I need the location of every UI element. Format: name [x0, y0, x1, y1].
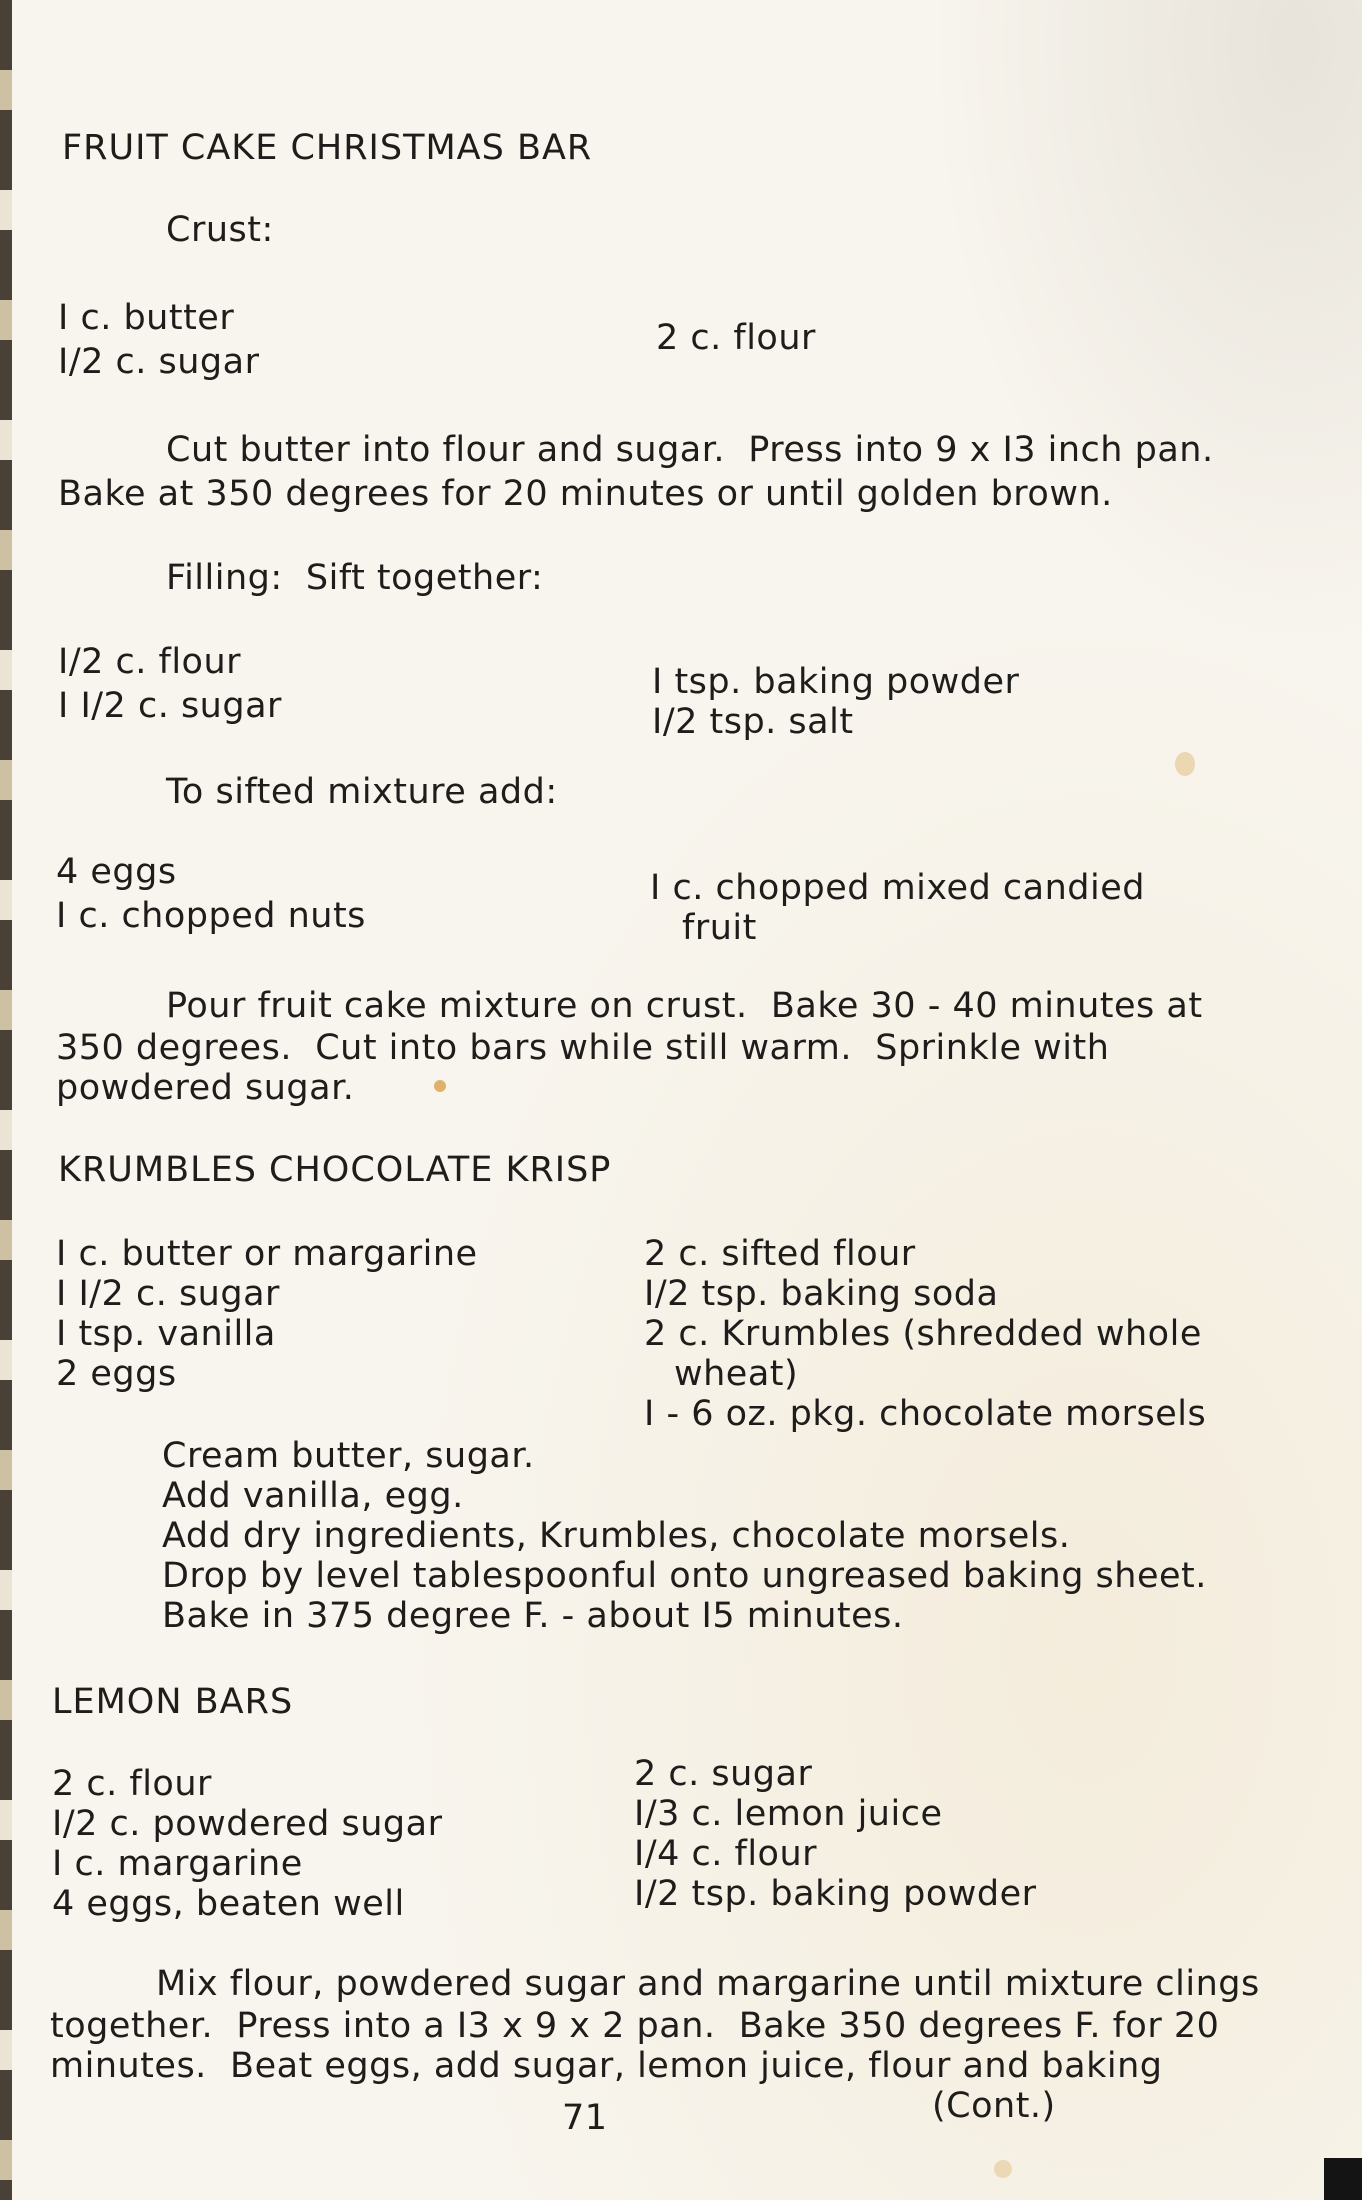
directions-line: Cream butter, sugar. [162, 1436, 535, 1476]
ingredient-item: I/2 tsp. salt [652, 702, 854, 742]
ingredient-item: I I/2 c. sugar [58, 686, 282, 726]
ingredient-item: 2 c. flour [52, 1764, 212, 1804]
ingredient-item: I c. margarine [52, 1844, 303, 1884]
ingredient-item: 4 eggs, beaten well [52, 1884, 405, 1924]
directions-line: 350 degrees. Cut into bars while still warm. Sprinkle with [56, 1028, 1110, 1068]
directions-line: Bake in 375 degree F. - about I5 minutes. [162, 1596, 904, 1636]
crust-label: Crust: [166, 210, 274, 250]
ingredient-item: 2 c. sugar [634, 1754, 813, 1794]
directions-line: Add dry ingredients, Krumbles, chocolate morsels. [162, 1516, 1071, 1556]
ingredient-item: I tsp. baking powder [652, 662, 1020, 702]
directions-line: Add vanilla, egg. [162, 1476, 464, 1516]
directions-line: together. Press into a I3 x 9 x 2 pan. Bake 350 degrees F. for 20 [50, 2006, 1220, 2046]
ingredient-item: I/3 c. lemon juice [634, 1794, 943, 1834]
directions-line: Pour fruit cake mixture on crust. Bake 30 - 40 minutes at [166, 986, 1203, 1026]
ingredient-item: I I/2 c. sugar [56, 1274, 280, 1314]
ingredient-item: 2 c. Krumbles (shredded whole [644, 1314, 1202, 1354]
directions-line: minutes. Beat eggs, add sugar, lemon juice, flour and baking [50, 2046, 1163, 2086]
ingredient-item: I/2 tsp. baking soda [644, 1274, 999, 1314]
ingredient-item: fruit [682, 908, 757, 948]
ingredient-item: I - 6 oz. pkg. chocolate morsels [644, 1394, 1207, 1434]
book-binding-edge [0, 0, 12, 2200]
recipe-title-krumbles: KRUMBLES CHOCOLATE KRISP [58, 1150, 612, 1190]
ingredient-item: I/4 c. flour [634, 1834, 818, 1874]
ingredient-item: I c. chopped nuts [56, 896, 366, 936]
stain-spot [1175, 752, 1195, 776]
ingredient-item: 2 c. flour [656, 318, 816, 358]
recipe-title-lemon-bars: LEMON BARS [52, 1682, 294, 1722]
ingredient-item: I/2 c. flour [58, 642, 242, 682]
continued-label: (Cont.) [932, 2086, 1056, 2126]
directions-line: powdered sugar. [56, 1068, 355, 1108]
ingredient-item: 2 c. sifted flour [644, 1234, 916, 1274]
directions-line: Cut butter into flour and sugar. Press into 9 x I3 inch pan. [166, 430, 1214, 470]
ingredient-item: I c. chopped mixed candied [650, 868, 1145, 908]
ingredient-item: I c. butter or margarine [56, 1234, 478, 1274]
recipe-title-fruit-cake: FRUIT CAKE CHRISTMAS BAR [62, 128, 593, 168]
stain-spot [994, 2160, 1012, 2178]
ingredient-item: I c. butter [58, 298, 235, 338]
page-number: 71 [562, 2098, 608, 2138]
filling-label: Filling: Sift together: [166, 558, 544, 598]
ingredient-item: wheat) [674, 1354, 799, 1394]
ingredient-item: 4 eggs [56, 852, 177, 892]
stain-spot [434, 1080, 446, 1092]
directions-line: Mix flour, powdered sugar and margarine until mixture clings [156, 1964, 1260, 2004]
directions-line: Bake at 350 degrees for 20 minutes or until golden brown. [58, 474, 1113, 514]
corner-shadow [1324, 2158, 1362, 2200]
ingredient-item: 2 eggs [56, 1354, 177, 1394]
ingredient-item: I/2 c. powdered sugar [52, 1804, 443, 1844]
ingredient-item: I tsp. vanilla [56, 1314, 276, 1354]
ingredient-item: I/2 tsp. baking powder [634, 1874, 1037, 1914]
add-label: To sifted mixture add: [166, 772, 558, 812]
directions-line: Drop by level tablespoonful onto ungreased baking sheet. [162, 1556, 1207, 1596]
ingredient-item: I/2 c. sugar [58, 342, 260, 382]
